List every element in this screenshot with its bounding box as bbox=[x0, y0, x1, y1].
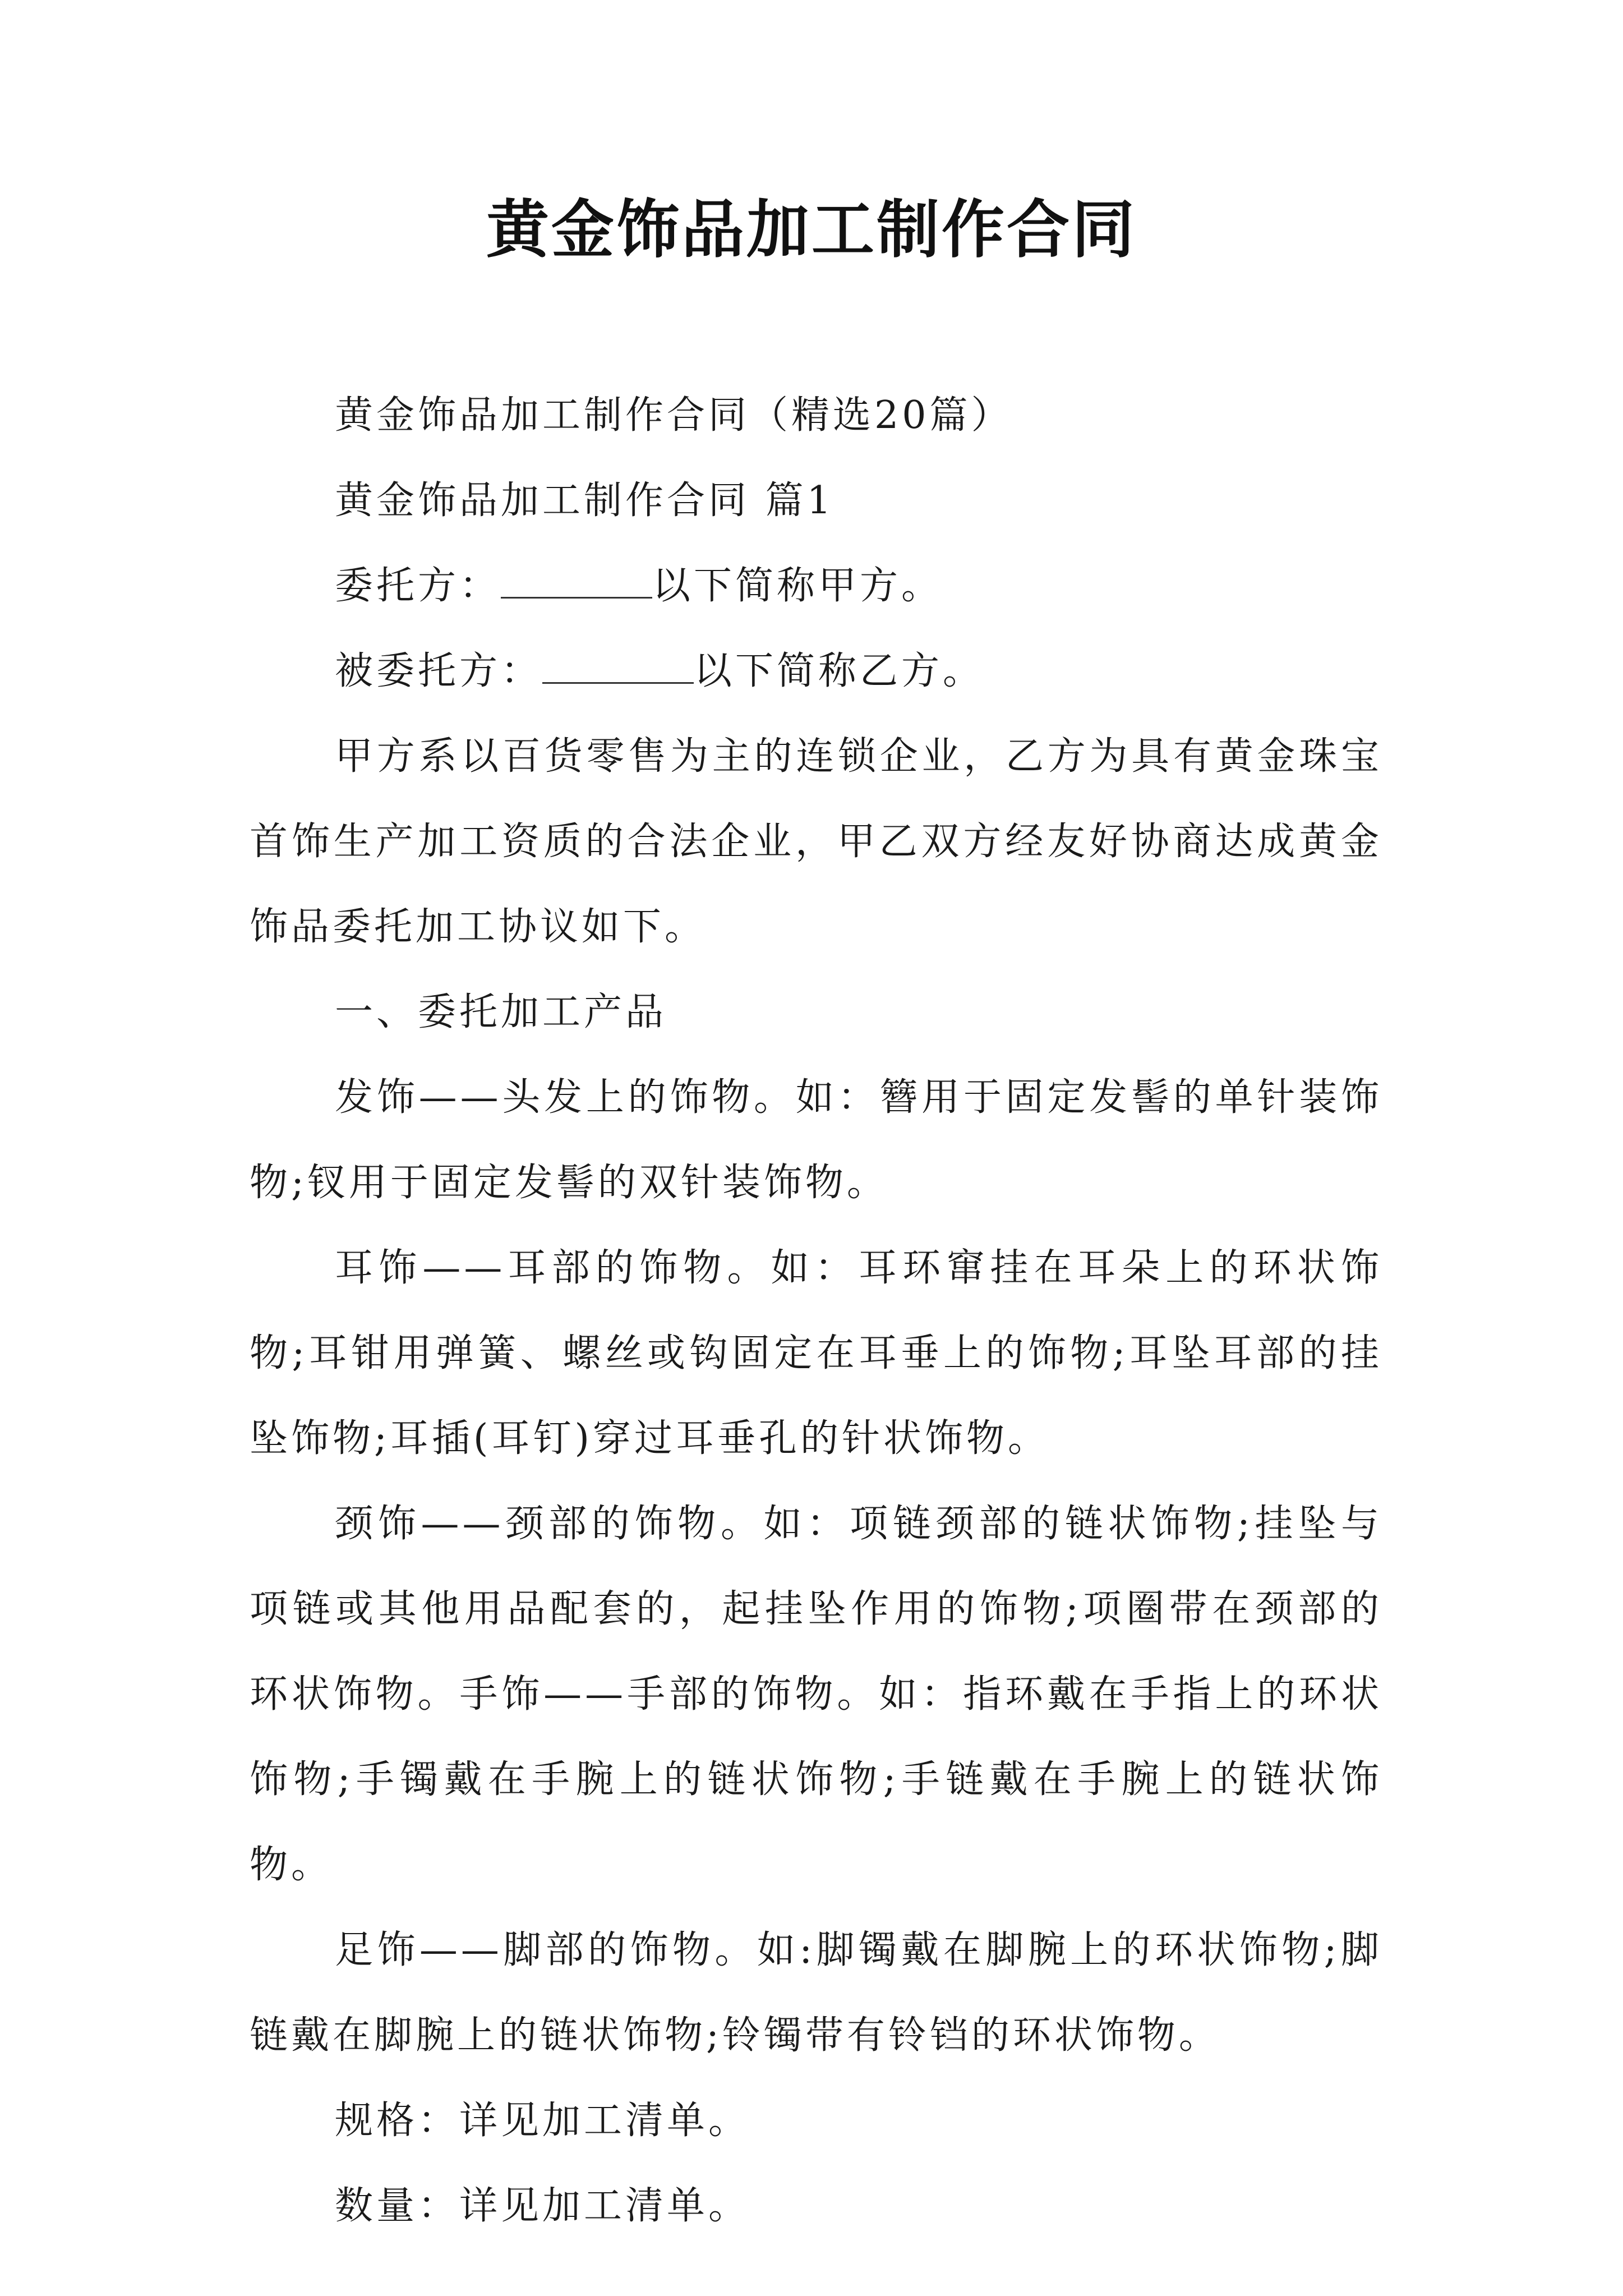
party-a-blank[interactable] bbox=[501, 561, 652, 599]
party-a-label: 委托方： bbox=[335, 564, 501, 608]
document-body bbox=[250, 373, 1382, 2249]
section-heading: 黄金饰品加工制作合同 篇1 bbox=[335, 478, 834, 523]
ear-ornament-paragraph: 耳饰——耳部的饰物。如：耳环窜挂在耳朵上的环状饰物;耳钳用弹簧、螺丝或钩固定在耳垂上的饰物;耳坠耳部的挂坠饰物;耳插(耳钉)穿过耳垂孔的针状饰物。 bbox=[250, 1246, 1382, 1461]
document-title: 黄金饰品加工制作合同 bbox=[486, 193, 1137, 266]
hair-ornament-paragraph: 发饰——头发上的饰物。如：簪用于固定发髻的单针装饰物;钗用于固定发髻的双针装饰物。 bbox=[250, 1075, 1382, 1205]
party-b-line bbox=[250, 629, 1382, 714]
intro-paragraph: 甲方系以百货零售为主的连锁企业，乙方为具有黄金珠宝首饰生产加工资质的合法企业，甲乙双方经友好协商达成黄金饰品委托加工协议如下。 bbox=[250, 734, 1382, 949]
clause-1-heading: 一、委托加工产品 bbox=[335, 990, 667, 1034]
foot-ornament-paragraph: 足饰——脚部的饰物。如:脚镯戴在脚腕上的环状饰物;脚链戴在脚腕上的链状饰物;铃镯带有铃铛的环状饰物。 bbox=[250, 1928, 1382, 2058]
spec-line: 规格：详见加工清单。 bbox=[335, 2099, 750, 2143]
party-a-suffix: 以下简称甲方。 bbox=[652, 564, 943, 608]
party-b-blank[interactable] bbox=[542, 646, 694, 684]
quantity-line: 数量：详见加工清单。 bbox=[335, 2184, 750, 2228]
party-b-suffix: 以下简称乙方。 bbox=[694, 649, 985, 693]
document-subtitle: 黄金饰品加工制作合同（精选20篇） bbox=[335, 393, 1013, 438]
party-b-label: 被委托方： bbox=[335, 649, 543, 693]
neck-ornament-paragraph: 颈饰——颈部的饰物。如：项链颈部的链状饰物;挂坠与项链或其他用品配套的，起挂坠作用的饰物;项圈带在颈部的环状饰物。手饰——手部的饰物。如：指环戴在手指上的环状饰物;手镯戴在手腕上的链状饰物;手链戴在手腕上的链状饰物。 bbox=[250, 1502, 1382, 1887]
party-a-line bbox=[250, 544, 1382, 629]
